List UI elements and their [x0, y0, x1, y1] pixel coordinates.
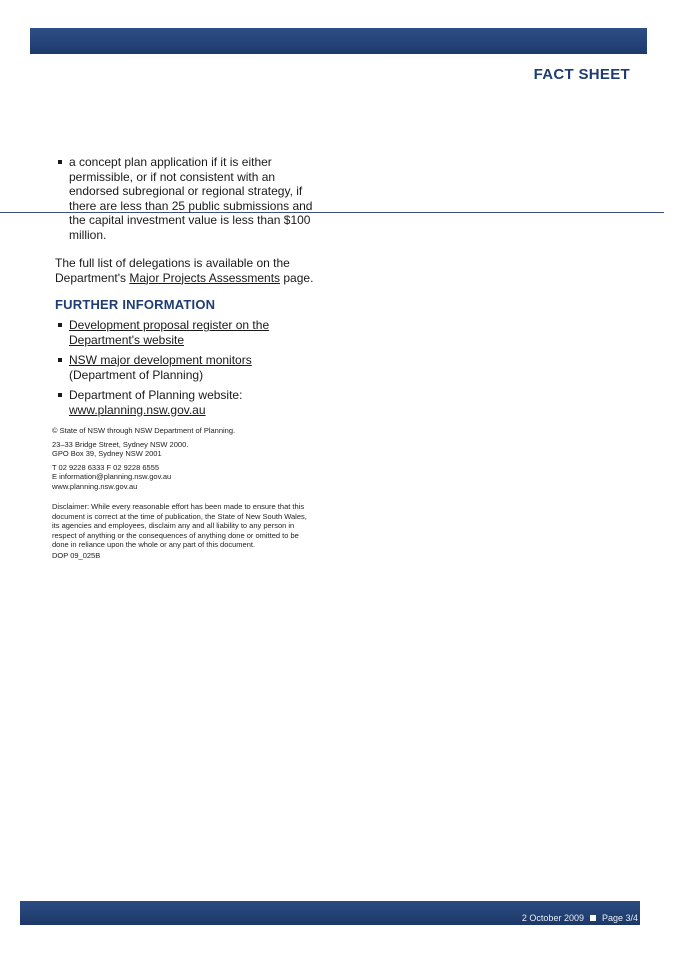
web-line[interactable]: www.planning.nsw.gov.au	[52, 481, 138, 491]
list-item	[55, 318, 315, 347]
planning-website-link[interactable]: www.planning.nsw.gov.au	[69, 402, 206, 417]
list-item	[55, 388, 315, 417]
address-line-1: 23–33 Bridge Street, Sydney NSW 2000.	[52, 439, 189, 449]
major-development-monitors-link[interactable]: NSW major development monitors	[69, 353, 252, 367]
bullet-square-icon	[58, 358, 62, 362]
bullet-square-icon	[58, 393, 62, 397]
major-projects-link[interactable]: Major Projects Assessments	[129, 270, 281, 285]
footer-date: 2 October 2009	[521, 913, 584, 923]
intro-bullet	[55, 155, 315, 242]
main-content	[55, 155, 315, 417]
header-bar	[30, 28, 647, 54]
delegations-text-before: The full list of delegations is available on the Department's	[55, 256, 290, 285]
copyright-line: © State of NSW through NSW Department of Planning.	[52, 426, 236, 435]
website-label: Department of Planning website:	[69, 388, 243, 402]
document-code: DOP 09_025B	[52, 550, 101, 560]
phone-fax-line: T 02 9228 6333 F 02 9228 6555	[52, 462, 160, 472]
disclaimer-text: Disclaimer: While every reasonable effort has been made to ensure that this document is correct at the time of publication, the State of New South Wales, its agencies and employees, disclaim any and all liability to any person in respect of anything or the consequences of anything done or omitted to be done in reliance upon the whole or any part of this document.	[52, 502, 307, 550]
delegations-paragraph	[55, 256, 315, 285]
further-information-heading: FURTHER INFORMATION	[55, 297, 216, 312]
bullet-square-icon	[58, 323, 62, 327]
delegations-text-after: page.	[280, 270, 314, 285]
footer-square-icon	[590, 915, 596, 921]
disclaimer-block	[52, 502, 314, 561]
copyright-block	[52, 426, 314, 492]
proposal-register-link[interactable]: Development proposal register on the Department's website	[69, 318, 270, 347]
further-information-list	[55, 318, 315, 417]
address-line-2: GPO Box 39, Sydney NSW 2001	[52, 449, 162, 459]
intro-bullet-text: a concept plan application if it is either permissible, or if not consistent with an endorsed subregional or regional strategy, if there are less than 25 public submissions and the capital investment value is less than $100 million.	[69, 155, 313, 242]
email-line[interactable]: E information@planning.nsw.gov.au	[52, 472, 172, 482]
footer	[522, 913, 638, 923]
monitors-suffix-text: (Department of Planning)	[69, 367, 204, 382]
list-item	[55, 353, 315, 382]
fact-sheet-label: FACT SHEET	[533, 66, 630, 83]
bullet-square-icon	[58, 160, 62, 164]
page-number: Page 3/4	[601, 913, 638, 923]
